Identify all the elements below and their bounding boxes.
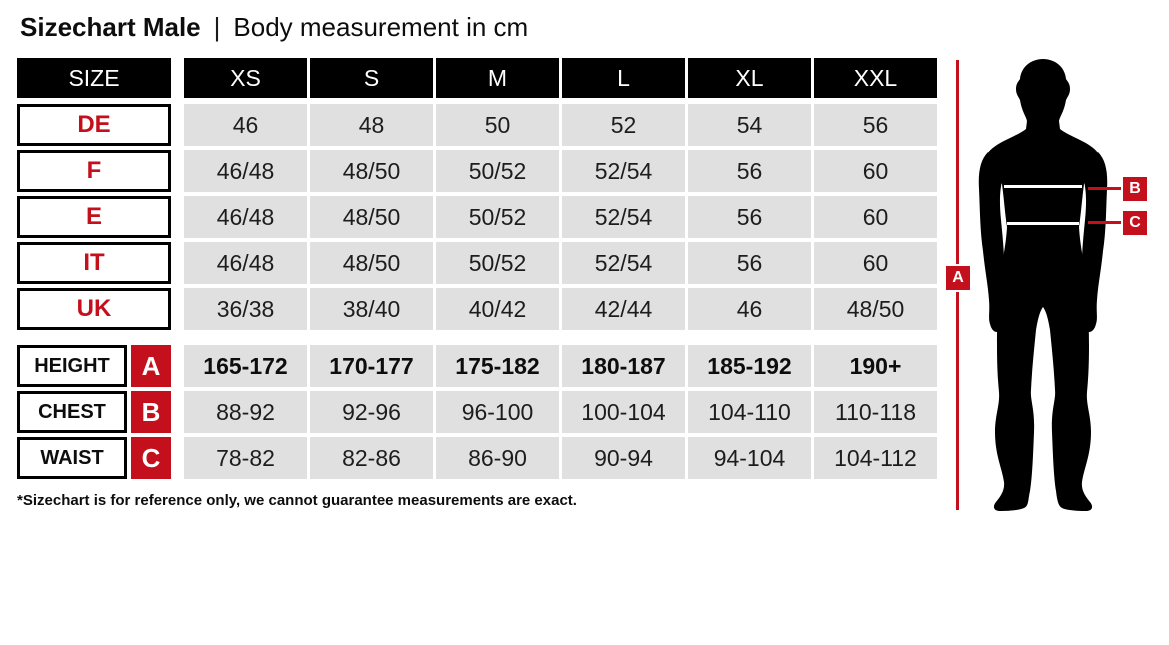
waist-line [1007,222,1079,225]
row-label-f: F [17,150,171,192]
table-cell: 50/52 [436,150,559,192]
header-cell-s: S [310,58,433,98]
table-header-row [17,58,937,98]
marker-b-square: B [131,391,171,433]
table-cell: 78-82 [184,437,307,479]
marker-a-square: A [131,345,171,387]
row-label-chest: CHEST [17,391,127,433]
table-cell: 175-182 [436,345,559,387]
table-row-uk [17,288,937,330]
table-cell: 56 [688,150,811,192]
table-row-it [17,242,937,284]
table-cell: 104-112 [814,437,937,479]
row-label-waist: WAIST [17,437,127,479]
table-cell: 56 [688,196,811,238]
header-cell-size: SIZE [17,58,171,98]
table-cell: 180-187 [562,345,685,387]
table-cell: 48/50 [310,150,433,192]
table-cell: 92-96 [310,391,433,433]
table-cell: 94-104 [688,437,811,479]
table-row-waist [17,437,937,479]
table-cell: 50 [436,104,559,146]
chest-line [1004,185,1082,188]
header-cell-xs: XS [184,58,307,98]
table-cell: 50/52 [436,242,559,284]
row-label-e: E [17,196,171,238]
table-cell: 48/50 [814,288,937,330]
table-cell: 86-90 [436,437,559,479]
table-row-de [17,104,937,146]
footnote-text: *Sizechart is for reference only, we cannot guarantee measurements are exact. [17,492,577,509]
table-cell: 110-118 [814,391,937,433]
table-cell: 82-86 [310,437,433,479]
table-cell: 60 [814,242,937,284]
table-cell: 52 [562,104,685,146]
row-label-uk: UK [17,288,171,330]
row-label-de: DE [17,104,171,146]
marker-c-square: C [131,437,171,479]
table-row-chest [17,391,937,433]
table-cell: 46/48 [184,242,307,284]
title-main: Sizechart Male [20,12,201,42]
table-row-height [17,345,937,387]
table-cell: 46/48 [184,150,307,192]
table-cell: 104-110 [688,391,811,433]
table-cell: 46/48 [184,196,307,238]
title-subtitle: Body measurement in cm [233,12,529,42]
table-cell: 60 [814,196,937,238]
male-body-silhouette [978,59,1108,512]
header-cell-l: L [562,58,685,98]
table-cell: 48 [310,104,433,146]
table-cell: 96-100 [436,391,559,433]
table-cell: 190+ [814,345,937,387]
page-title [20,12,528,43]
table-row-e [17,196,937,238]
table-cell: 100-104 [562,391,685,433]
table-cell: 88-92 [184,391,307,433]
table-cell: 48/50 [310,196,433,238]
table-cell: 90-94 [562,437,685,479]
chest-marker-connector [1088,187,1123,190]
table-cell: 46 [688,288,811,330]
table-cell: 52/54 [562,150,685,192]
table-cell: 56 [814,104,937,146]
table-cell: 46 [184,104,307,146]
table-cell: 52/54 [562,196,685,238]
height-marker-badge: A [946,266,970,290]
table-cell: 40/42 [436,288,559,330]
table-cell: 48/50 [310,242,433,284]
waist-marker-badge: C [1123,211,1147,235]
table-cell: 185-192 [688,345,811,387]
header-cell-xxl: XXL [814,58,937,98]
table-cell: 52/54 [562,242,685,284]
row-label-height: HEIGHT [17,345,127,387]
title-separator: | [213,12,221,42]
header-cell-m: M [436,58,559,98]
table-cell: 38/40 [310,288,433,330]
table-cell: 36/38 [184,288,307,330]
waist-marker-connector [1088,221,1123,224]
chest-marker-badge: B [1123,177,1147,201]
table-cell: 60 [814,150,937,192]
table-cell: 50/52 [436,196,559,238]
table-cell: 56 [688,242,811,284]
row-label-it: IT [17,242,171,284]
header-cell-xl: XL [688,58,811,98]
table-cell: 54 [688,104,811,146]
table-cell: 165-172 [184,345,307,387]
table-cell: 170-177 [310,345,433,387]
table-cell: 42/44 [562,288,685,330]
table-row-f [17,150,937,192]
